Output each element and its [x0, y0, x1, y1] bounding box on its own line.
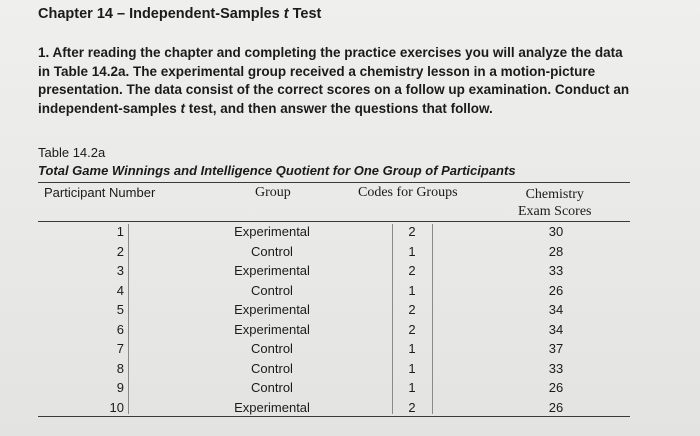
group-cell: Control — [251, 282, 293, 298]
header-chemistry-exam-scores — [518, 186, 591, 220]
group-cell: Experimental — [234, 224, 310, 239]
group-code-cell: 2 — [408, 399, 416, 415]
header-chem-line2: Exam Scores — [518, 204, 592, 219]
participant-number-cell: 5 — [116, 302, 124, 317]
question-text-before: 1. After reading the chapter and completing the practice exercises you will analyze the data in Table 14.2a. The experimental group received a chemistry lesson in a motion-picture presentation. The data consist of the correct scores on a follow up examination. Conduct an independent-samples — [38, 45, 630, 116]
group-cell: Experimental — [234, 321, 310, 337]
table-row — [0, 341, 700, 361]
group-cell: Control — [251, 243, 293, 259]
group-cell: Experimental — [234, 263, 310, 278]
group-cell: Control — [251, 341, 293, 356]
table-row — [0, 322, 700, 342]
chapter-heading — [38, 6, 321, 22]
exam-score-cell: 33 — [548, 263, 564, 278]
heading-italic-t: t — [283, 6, 289, 22]
participant-number-cell: 3 — [116, 263, 124, 278]
group-code-cell: 1 — [408, 380, 416, 395]
table-row — [0, 244, 700, 264]
table-row — [0, 283, 700, 303]
header-participant-number: Participant Number — [44, 185, 156, 200]
group-code-cell: 1 — [408, 360, 416, 376]
group-cell: Experimental — [234, 302, 310, 317]
group-cell: Control — [251, 380, 293, 395]
participant-number-cell: 6 — [116, 321, 124, 337]
heading-prefix: Chapter 14 – Independent-Samples — [38, 6, 284, 22]
table-bottom-rule — [38, 416, 630, 417]
table-row — [0, 302, 700, 322]
participant-number-cell: 2 — [116, 243, 124, 259]
group-code-cell: 2 — [408, 302, 416, 317]
group-cell: Experimental — [234, 399, 310, 415]
group-code-cell: 1 — [408, 282, 416, 298]
table-header-rule — [38, 221, 630, 222]
table-row — [0, 380, 700, 400]
table-title: Total Game Winnings and Intelligence Quotient for One Group of Participants — [38, 163, 516, 178]
participant-number-cell: 10 — [109, 399, 124, 415]
question-text — [38, 44, 638, 118]
question-text-after: test, and then answer the questions that follow. — [185, 100, 493, 116]
table-label: Table 14.2a — [38, 145, 106, 160]
participant-number-cell: 4 — [116, 282, 124, 298]
table-top-rule — [38, 182, 630, 183]
header-chem-line1: Chemistry — [525, 187, 584, 202]
group-code-cell: 2 — [408, 263, 416, 278]
group-code-cell: 1 — [408, 243, 416, 259]
group-code-cell: 1 — [408, 341, 416, 356]
exam-score-cell: 30 — [548, 224, 564, 239]
participant-number-cell: 7 — [116, 341, 124, 356]
participant-number-cell: 1 — [116, 224, 124, 239]
exam-score-cell: 34 — [548, 302, 564, 317]
exam-score-cell: 28 — [548, 243, 564, 259]
header-group: Group — [255, 185, 291, 200]
participant-number-cell: 9 — [116, 380, 124, 395]
group-code-cell: 2 — [408, 321, 416, 337]
table-row — [0, 224, 700, 244]
exam-score-cell: 33 — [548, 360, 564, 376]
group-code-cell: 2 — [408, 224, 416, 239]
exam-score-cell: 26 — [548, 282, 564, 298]
header-codes-for-groups: Codes for Groups — [358, 185, 458, 200]
exam-score-cell: 34 — [548, 321, 564, 337]
exam-score-cell: 26 — [548, 380, 564, 395]
participant-number-cell: 8 — [116, 360, 124, 376]
exam-score-cell: 26 — [548, 399, 564, 415]
table-row — [0, 263, 700, 283]
table-row — [0, 361, 700, 381]
group-cell: Control — [251, 360, 293, 376]
question-italic-t: t — [180, 100, 186, 116]
exam-score-cell: 37 — [548, 341, 564, 356]
heading-suffix: Test — [288, 6, 322, 22]
